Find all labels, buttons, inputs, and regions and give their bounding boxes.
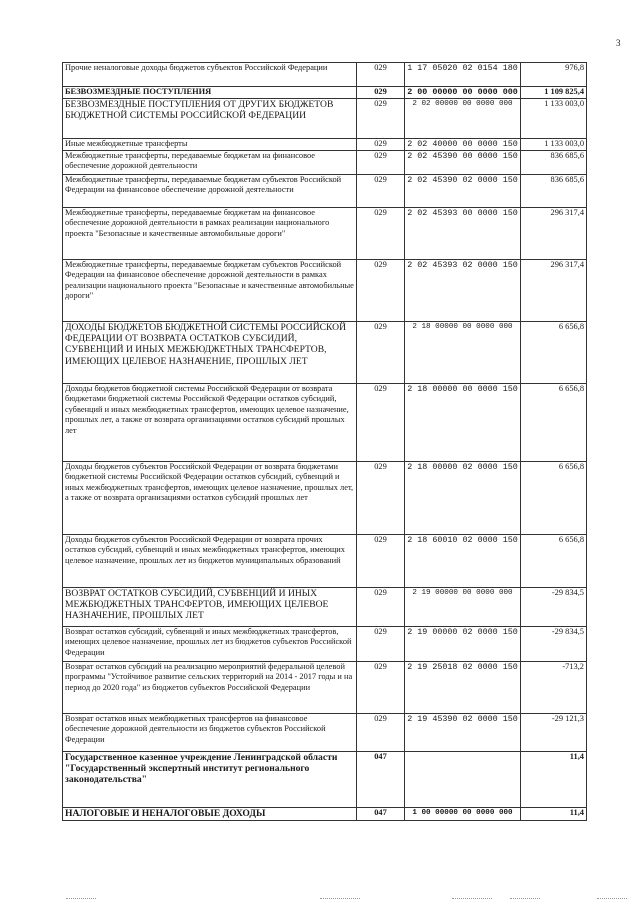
table-row bbox=[63, 175, 587, 208]
row-name: Иные межбюджетные трансферты bbox=[63, 139, 357, 151]
row-name: ВОЗВРАТ ОСТАТКОВ СУБСИДИЙ, СУБВЕНЦИЙ И ИНЫХ МЕЖБЮДЖЕТНЫХ ТРАНСФЕРТОВ, ИМЕЮЩИХ ЦЕЛЕВОЕ НАЗНАЧЕНИЕ, ПРОШЛЫХ ЛЕТ bbox=[63, 588, 357, 627]
row-budget-code: 2 18 00000 00 0000 150 bbox=[405, 384, 521, 462]
row-admin-code: 029 bbox=[357, 139, 405, 151]
row-amount: -29 121,3 bbox=[521, 714, 587, 752]
row-budget-code: 2 02 40000 00 0000 150 bbox=[405, 139, 521, 151]
row-name: Межбюджетные трансферты, передаваемые бюджетам на финансовое обеспечение дорожной деятельности bbox=[63, 151, 357, 175]
row-amount: 6 656,8 bbox=[521, 535, 587, 588]
row-name: Доходы бюджетов субъектов Российской Федерации от возврата прочих остатков субсидий, субвенций и иных межбюджетных трансфертов, имеющих целевое назначение, прошлых лет из бюджетов муниципальных образований bbox=[63, 535, 357, 588]
row-admin-code: 029 bbox=[357, 99, 405, 139]
row-admin-code: 029 bbox=[357, 175, 405, 208]
row-admin-code: 029 bbox=[357, 208, 405, 260]
row-budget-code: 2 18 00000 02 0000 150 bbox=[405, 462, 521, 535]
row-name: НАЛОГОВЫЕ И НЕНАЛОГОВЫЕ ДОХОДЫ bbox=[63, 808, 357, 821]
row-amount: 1 133 003,0 bbox=[521, 99, 587, 139]
row-budget-code bbox=[405, 752, 521, 808]
row-budget-code: 2 19 00000 02 0000 150 bbox=[405, 627, 521, 662]
row-name: ДОХОДЫ БЮДЖЕТОВ БЮДЖЕТНОЙ СИСТЕМЫ РОССИЙСКОЙ ФЕДЕРАЦИИ ОТ ВОЗВРАТА ОСТАТКОВ СУБСИДИЙ, СУБВЕНЦИЙ И ИНЫХ МЕЖБЮДЖЕТНЫХ ТРАНСФЕРТОВ, ИМЕЮЩИХ ЦЕЛЕВОЕ НАЗНАЧЕНИЕ, ПРОШЛЫХ ЛЕТ bbox=[63, 322, 357, 384]
table-row bbox=[63, 588, 587, 627]
table-row bbox=[63, 99, 587, 139]
row-name: БЕЗВОЗМЕЗДНЫЕ ПОСТУПЛЕНИЯ ОТ ДРУГИХ БЮДЖЕТОВ БЮДЖЕТНОЙ СИСТЕМЫ РОССИЙСКОЙ ФЕДЕРАЦИИ bbox=[63, 99, 357, 139]
table-row bbox=[63, 63, 587, 87]
row-admin-code: 029 bbox=[357, 151, 405, 175]
row-admin-code: 029 bbox=[357, 714, 405, 752]
row-budget-code: 2 02 45390 02 0000 150 bbox=[405, 175, 521, 208]
row-name: БЕЗВОЗМЕЗДНЫЕ ПОСТУПЛЕНИЯ bbox=[63, 87, 357, 99]
row-amount: 1 133 003,0 bbox=[521, 139, 587, 151]
row-amount: 836 685,6 bbox=[521, 151, 587, 175]
row-admin-code: 029 bbox=[357, 462, 405, 535]
table-row bbox=[63, 627, 587, 662]
row-budget-code: 2 19 00000 00 0000 000 bbox=[405, 588, 521, 627]
row-budget-code: 2 02 45393 00 0000 150 bbox=[405, 208, 521, 260]
row-amount: 296 317,4 bbox=[521, 260, 587, 322]
row-amount: 11,4 bbox=[521, 808, 587, 821]
row-amount: -29 834,5 bbox=[521, 627, 587, 662]
row-name: Межбюджетные трансферты, передаваемые бюджетам субъектов Российской Федерации на финансовое обеспечение дорожной деятельности в рамках реализации национального проекта "Безопасные и качественные автомобильные дороги" bbox=[63, 260, 357, 322]
row-budget-code: 2 18 60010 02 0000 150 bbox=[405, 535, 521, 588]
row-admin-code: 047 bbox=[357, 752, 405, 808]
row-admin-code: 029 bbox=[357, 63, 405, 87]
row-name: Государственное казенное учреждение Ленинградской области "Государственный экспертный институт регионального законодательства" bbox=[63, 752, 357, 808]
table-row bbox=[63, 151, 587, 175]
row-amount: -29 834,5 bbox=[521, 588, 587, 627]
row-name: Межбюджетные трансферты, передаваемые бюджетам на финансовое обеспечение дорожной деятельности в рамках реализации национального проекта "Безопасные и качественные автомобильные дороги" bbox=[63, 208, 357, 260]
row-admin-code: 029 bbox=[357, 535, 405, 588]
row-budget-code: 2 00 00000 00 0000 000 bbox=[405, 87, 521, 99]
table-row bbox=[63, 322, 587, 384]
row-amount: 1 109 825,4 bbox=[521, 87, 587, 99]
table-row bbox=[63, 714, 587, 752]
table-row bbox=[63, 808, 587, 821]
row-name: Межбюджетные трансферты, передаваемые бюджетам субъектов Российской Федерации на финансовое обеспечение дорожной деятельности bbox=[63, 175, 357, 208]
row-admin-code: 029 bbox=[357, 260, 405, 322]
table-row bbox=[63, 462, 587, 535]
scan-edge-marks bbox=[0, 898, 640, 904]
page-number: 3 bbox=[616, 38, 621, 48]
row-amount: 6 656,8 bbox=[521, 322, 587, 384]
row-budget-code: 2 19 45390 02 0000 150 bbox=[405, 714, 521, 752]
row-amount: 976,8 bbox=[521, 63, 587, 87]
table-row bbox=[63, 752, 587, 808]
row-budget-code: 2 19 25018 02 0000 150 bbox=[405, 662, 521, 714]
row-admin-code: 029 bbox=[357, 627, 405, 662]
row-amount: 6 656,8 bbox=[521, 462, 587, 535]
row-budget-code: 1 00 00000 00 0000 000 bbox=[405, 808, 521, 821]
row-budget-code: 1 17 05020 02 0154 180 bbox=[405, 63, 521, 87]
row-name: Возврат остатков субсидий, субвенций и иных межбюджетных трансфертов, имеющих целевое назначение, прошлых лет из бюджетов субъектов Российской Федерации bbox=[63, 627, 357, 662]
table-row bbox=[63, 384, 587, 462]
row-amount: 6 656,8 bbox=[521, 384, 587, 462]
row-amount: -713,2 bbox=[521, 662, 587, 714]
table-row bbox=[63, 260, 587, 322]
row-budget-code: 2 02 45393 02 0000 150 bbox=[405, 260, 521, 322]
table-row bbox=[63, 662, 587, 714]
row-amount: 11,4 bbox=[521, 752, 587, 808]
row-name: Доходы бюджетов субъектов Российской Федерации от возврата бюджетами бюджетной системы Российской Федерации остатков субсидий, субвенций и иных межбюджетных трансфертов, имеющих целевое назначение, прошлых лет, а также от возврата организациями остатков субсидий прошлых лет bbox=[63, 462, 357, 535]
table-row bbox=[63, 139, 587, 151]
row-amount: 296 317,4 bbox=[521, 208, 587, 260]
table-row bbox=[63, 208, 587, 260]
row-admin-code: 029 bbox=[357, 662, 405, 714]
row-budget-code: 2 18 00000 00 0000 000 bbox=[405, 322, 521, 384]
revenue-table bbox=[62, 62, 587, 821]
row-admin-code: 029 bbox=[357, 384, 405, 462]
row-name: Прочие неналоговые доходы бюджетов субъектов Российской Федерации bbox=[63, 63, 357, 87]
table-row bbox=[63, 535, 587, 588]
row-budget-code: 2 02 45390 00 0000 150 bbox=[405, 151, 521, 175]
row-admin-code: 029 bbox=[357, 322, 405, 384]
row-amount: 836 685,6 bbox=[521, 175, 587, 208]
row-admin-code: 047 bbox=[357, 808, 405, 821]
row-budget-code: 2 02 00000 00 0000 000 bbox=[405, 99, 521, 139]
row-admin-code: 029 bbox=[357, 588, 405, 627]
row-admin-code: 029 bbox=[357, 87, 405, 99]
table-row bbox=[63, 87, 587, 99]
row-name: Возврат остатков субсидий на реализацию мероприятий федеральной целевой программы "Устойчивое развитие сельских территорий на 2014 - 2017 годы и на период до 2020 года" из бюджетов субъектов Российской Федерации bbox=[63, 662, 357, 714]
row-name: Возврат остатков иных межбюджетных трансфертов на финансовое обеспечение дорожной деятельности из бюджетов субъектов Российской Федерации bbox=[63, 714, 357, 752]
row-name: Доходы бюджетов бюджетной системы Российской Федерации от возврата бюджетами бюджетной системы Российской Федерации остатков субсидий, субвенций и иных межбюджетных трансфертов, имеющих целевое назначение, прошлых лет, а также от возврата организациями остатков субсидий прошлых лет bbox=[63, 384, 357, 462]
